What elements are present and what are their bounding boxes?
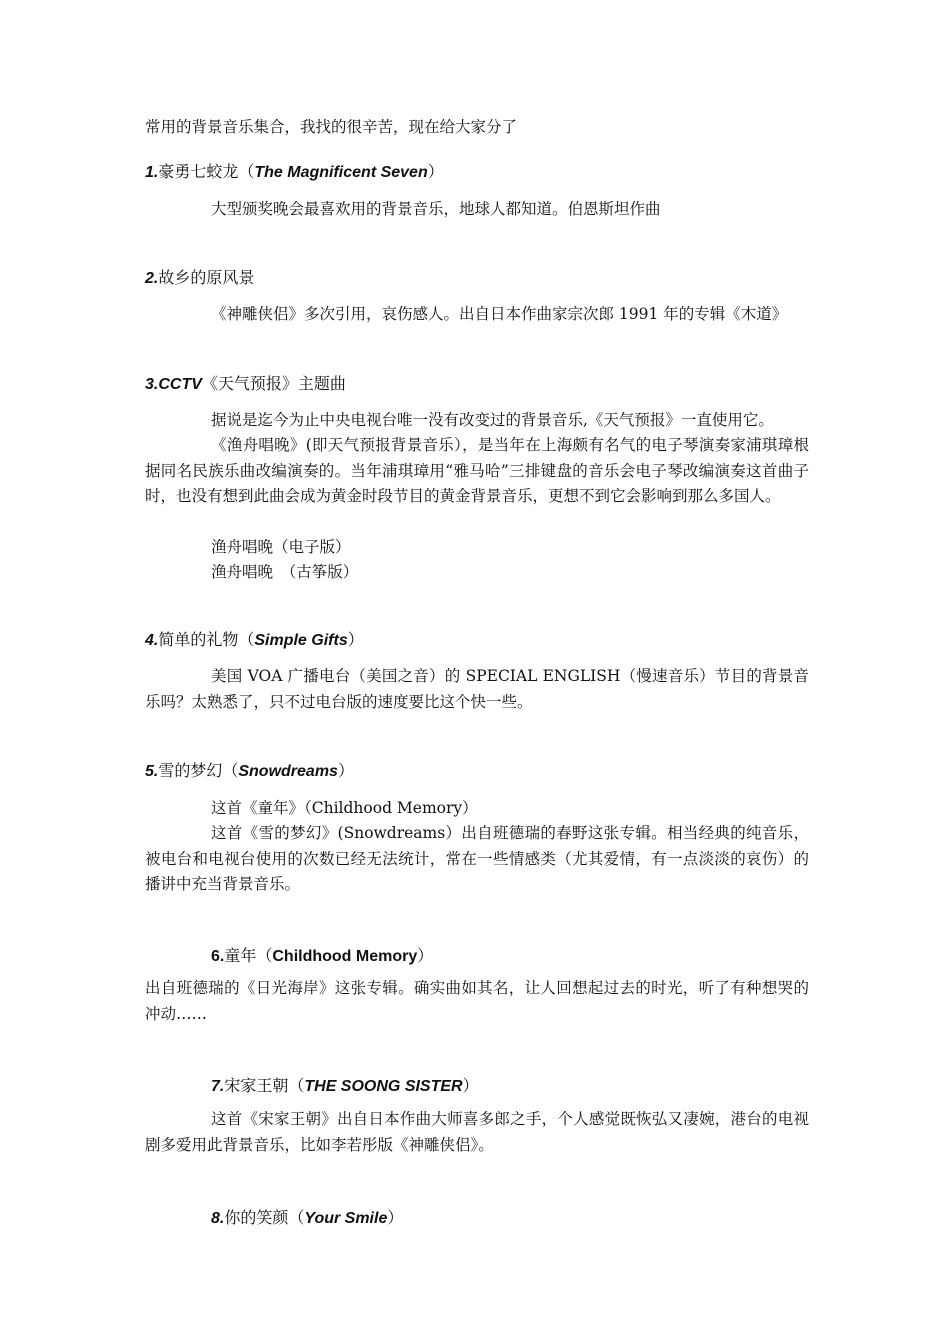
section-6-heading xyxy=(211,943,809,970)
section-8-title-en: Your Smile xyxy=(304,1210,388,1227)
section-3-description-1: 据说是迄今为止中央电视台唯一没有改变过的背景音乐,《天气预报》一直使用它。 xyxy=(211,411,774,429)
section-7-description: 这首《宋家王朝》出自日本作曲大师喜多郎之手，个人感觉既恢弘又凄婉，港台的电视剧多爱用此背景音乐，比如李若彤版《神雕侠侣》。 xyxy=(145,1110,809,1154)
section-2-heading xyxy=(145,265,809,292)
section-1-title-zh: 豪勇七蛟龙（ xyxy=(158,162,255,181)
section-3-version-guzheng: 渔舟唱晚 （古筝版） xyxy=(211,563,359,581)
section-3-heading xyxy=(145,371,809,398)
section-6-title-close: ） xyxy=(417,946,434,965)
section-5-title-zh: 雪的梦幻（ xyxy=(158,761,239,780)
section-6-number: 6. xyxy=(211,948,225,965)
section-5-title-close: ） xyxy=(337,761,354,780)
section-5-title-en: Snowdreams xyxy=(238,763,338,780)
section-3-description-2: 《渔舟唱晚》(即天气预报背景音乐），是当年在上海颇有名气的电子琴演奏家浦琪璋根据同名民族乐曲改编演奏的。当年浦琪璋用“雅马哈”三排键盘的音乐会电子琴改编演奏这首曲子时，也没有想到此曲会成为黄金时段节目的黄金背景音乐，更想不到它会影响到那么多国人。 xyxy=(145,436,809,505)
section-1-description: 大型颁奖晚会最喜欢用的背景音乐，地球人都知道。伯恩斯坦作曲 xyxy=(211,200,661,218)
section-7-heading xyxy=(211,1073,809,1100)
section-5-number: 5. xyxy=(145,763,159,780)
section-3-version-electronic: 渔舟唱晚（电子版） xyxy=(211,538,351,556)
section-5-description-1: 这首《童年》（Childhood Memory） xyxy=(211,799,478,817)
section-6-description: 出自班德瑞的《日光海岸》这张专辑。确实曲如其名，让人回想起过去的时光，听了有种想哭的冲动…… xyxy=(145,979,809,1023)
section-4-title-close: ） xyxy=(347,630,364,649)
section-2-title-zh: 故乡的原风景 xyxy=(158,268,255,287)
section-4-title-zh: 简单的礼物（ xyxy=(158,630,255,649)
section-5-description-2: 这首《雪的梦幻》(Snowdreams）出自班德瑞的春野这张专辑。相当经典的纯音乐，被电台和电视台使用的次数已经无法统计，常在一些情感类（尤其爱情，有一点淡淡的哀伤）的播讲中充当背景音乐。 xyxy=(145,824,809,893)
section-1-title-en: The Magnificent Seven xyxy=(254,164,428,181)
section-1-heading xyxy=(145,159,809,186)
section-8-title-zh: 你的笑颜（ xyxy=(224,1208,305,1227)
intro-text: 常用的背景音乐集合，我找的很辛苦，现在给大家分了 xyxy=(145,118,518,136)
section-6-title-zh: 童年（ xyxy=(224,946,273,965)
section-3-number: 3.CCTV xyxy=(145,376,202,393)
section-4-number: 4. xyxy=(145,632,159,649)
section-4-title-en: Simple Gifts xyxy=(254,632,348,649)
section-8-heading xyxy=(211,1205,809,1232)
section-1-title-close: ） xyxy=(427,162,444,181)
section-7-title-en: THE SOONG SISTER xyxy=(304,1078,463,1095)
section-4-heading xyxy=(145,627,809,654)
section-1-number: 1. xyxy=(145,164,159,181)
section-7-title-close: ） xyxy=(462,1076,479,1095)
section-8-number: 8. xyxy=(211,1210,225,1227)
section-2-description: 《神雕侠侣》多次引用，哀伤感人。出自日本作曲家宗次郎 1991 年的专辑《木道》 xyxy=(211,305,788,323)
section-7-title-zh: 宋家王朝（ xyxy=(224,1076,305,1095)
section-3-title-zh: 《天气预报》主题曲 xyxy=(201,374,346,393)
section-5-heading xyxy=(145,758,809,785)
section-8-title-close: ） xyxy=(387,1208,404,1227)
section-6-title-en: Childhood Memory xyxy=(272,948,418,965)
section-2-number: 2. xyxy=(145,270,159,287)
section-7-number: 7. xyxy=(211,1078,225,1095)
section-4-description: 美国 VOA 广播电台（美国之音）的 SPECIAL ENGLISH（慢速音乐）节目的背景音乐吗？太熟悉了，只不过电台版的速度要比这个快一些。 xyxy=(145,667,809,711)
